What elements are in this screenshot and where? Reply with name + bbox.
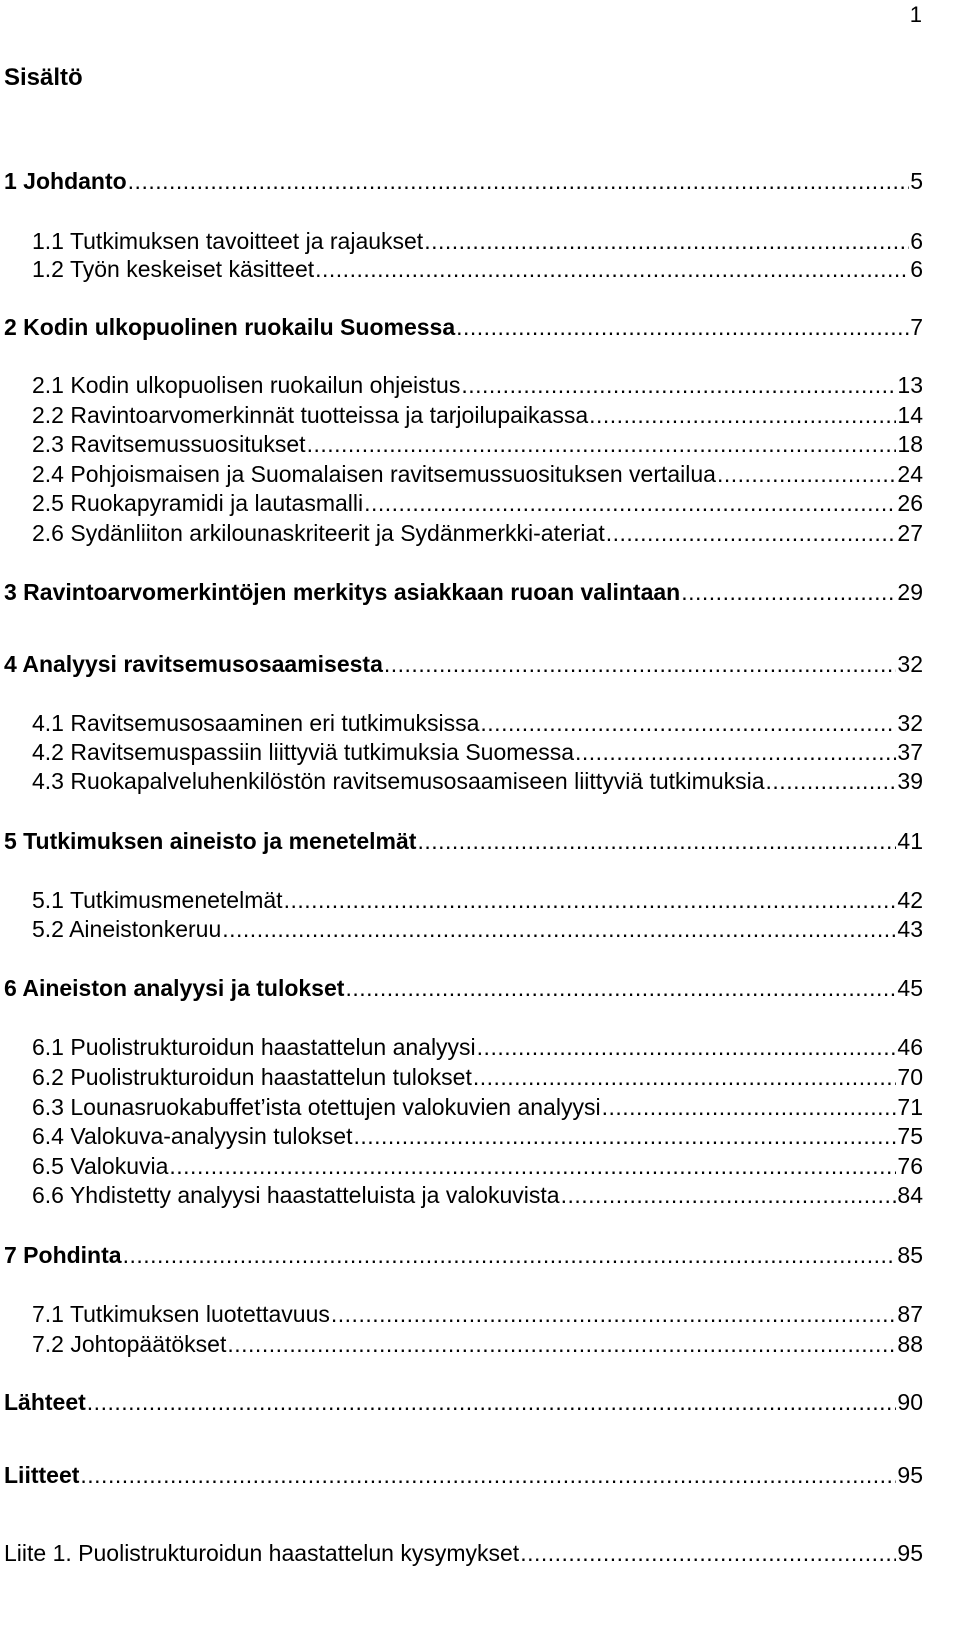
- toc-dot-leader: [480, 708, 896, 738]
- toc-entry-page: 6: [910, 256, 923, 282]
- toc-dot-leader: [589, 400, 896, 430]
- toc-entry[interactable]: [32, 429, 923, 459]
- toc-entry-title: 7 Pohdinta: [4, 1242, 122, 1268]
- toc-entry-page: 18: [897, 431, 923, 457]
- toc-entry-title: Liite 1. Puolistrukturoidun haastattelun kysymykset: [4, 1540, 520, 1566]
- toc-entry[interactable]: [32, 1032, 923, 1062]
- toc-dot-leader: [417, 826, 896, 856]
- toc-entry-title: 2.2 Ravintoarvomerkinnät tuotteissa ja tarjoilupaikassa: [32, 402, 589, 428]
- toc-entry[interactable]: [32, 708, 923, 738]
- toc-entry-page: 32: [897, 710, 923, 736]
- toc-entry[interactable]: [32, 370, 923, 400]
- toc-entry-page: 14: [897, 402, 923, 428]
- toc-entry-title: 1 Johdanto: [4, 168, 127, 194]
- toc-entry-title: 1.2 Työn keskeiset käsitteet: [32, 256, 315, 282]
- toc-dot-leader: [307, 429, 897, 459]
- toc-entry-page: 7: [910, 314, 923, 340]
- toc-entry-title: 2.4 Pohjoismaisen ja Suomalaisen ravitsemussuosituksen vertailua: [32, 461, 716, 487]
- page-number: 1: [909, 2, 922, 27]
- toc-entry[interactable]: [32, 914, 923, 944]
- toc-entry[interactable]: [32, 518, 923, 548]
- toc-entry-title: Lähteet: [4, 1389, 86, 1415]
- toc-dot-leader: [766, 766, 897, 796]
- toc-dot-leader: [222, 914, 896, 944]
- toc-entry[interactable]: [4, 826, 923, 856]
- toc-entry-page: 85: [897, 1242, 923, 1268]
- toc-entry[interactable]: [32, 488, 923, 518]
- toc-dot-leader: [520, 1538, 896, 1568]
- toc-dot-leader: [284, 885, 897, 915]
- toc-entry-title: 7.2 Johtopäätökset: [32, 1331, 227, 1357]
- toc-entry-page: 39: [897, 768, 923, 794]
- toc-entry[interactable]: [4, 649, 923, 679]
- toc-entry-page: 41: [897, 828, 923, 854]
- toc-entry-page: 42: [897, 887, 923, 913]
- toc-entry[interactable]: [4, 1240, 923, 1270]
- toc-entry-page: 32: [897, 651, 923, 677]
- toc-dot-leader: [473, 1062, 897, 1092]
- toc-entry[interactable]: [4, 1387, 923, 1417]
- toc-dot-leader: [384, 649, 897, 679]
- toc-dot-leader: [169, 1151, 896, 1181]
- toc-entry-title: 2.5 Ruokapyramidi ja lautasmalli: [32, 490, 364, 516]
- toc-dot-leader: [461, 370, 896, 400]
- toc-entry-page: 70: [897, 1064, 923, 1090]
- toc-entry-page: 84: [897, 1182, 923, 1208]
- toc-entry[interactable]: [32, 885, 923, 915]
- toc-entry[interactable]: [32, 226, 923, 256]
- toc-entry[interactable]: [32, 1299, 923, 1329]
- toc-dot-leader: [353, 1121, 896, 1151]
- toc-entry-title: 5.1 Tutkimusmenetelmät: [32, 887, 283, 913]
- toc-entry-title: 4.1 Ravitsemusosaaminen eri tutkimuksissa: [32, 710, 480, 736]
- toc-dot-leader: [80, 1460, 896, 1490]
- toc-entry-title: 6.4 Valokuva-analyysin tulokset: [32, 1123, 353, 1149]
- toc-entry[interactable]: [4, 166, 923, 196]
- toc-entry[interactable]: [32, 1151, 923, 1181]
- toc-entry-page: 75: [897, 1123, 923, 1149]
- toc-entry-title: 7.1 Tutkimuksen luotettavuus: [32, 1301, 330, 1327]
- toc-entry-page: 26: [897, 490, 923, 516]
- toc-entry[interactable]: [32, 1329, 923, 1359]
- toc-entry-title: 6.3 Lounasruokabuffet’ista otettujen valokuvien analyysi: [32, 1094, 601, 1120]
- toc-dot-leader: [345, 973, 896, 1003]
- toc-dot-leader: [424, 226, 909, 256]
- toc-entry[interactable]: [32, 766, 923, 796]
- toc-entry[interactable]: [32, 1062, 923, 1092]
- toc-dot-leader: [87, 1387, 897, 1417]
- toc-entry-page: 76: [897, 1153, 923, 1179]
- toc-entry-title: 1.1 Tutkimuksen tavoitteet ja rajaukset: [32, 228, 424, 254]
- toc-dot-leader: [315, 254, 909, 284]
- toc-entry-page: 37: [897, 739, 923, 765]
- toc-dot-leader: [456, 312, 909, 342]
- toc-entry-title: 6.2 Puolistrukturoidun haastattelun tulokset: [32, 1064, 472, 1090]
- toc-entry-page: 87: [897, 1301, 923, 1327]
- toc-entry-page: 6: [910, 228, 923, 254]
- toc-dot-leader: [575, 737, 896, 767]
- toc-dot-leader: [602, 1092, 897, 1122]
- toc-entry-title: 2.3 Ravitsemussuositukset: [32, 431, 306, 457]
- toc-entry-page: 71: [897, 1094, 923, 1120]
- toc-entry-page: 95: [897, 1540, 923, 1566]
- toc-dot-leader: [681, 577, 896, 607]
- toc-entry-page: 95: [897, 1462, 923, 1488]
- toc-dot-leader: [477, 1032, 897, 1062]
- toc-entry[interactable]: [32, 459, 923, 489]
- toc-entry-title: 6.6 Yhdistetty analyysi haastatteluista ja valokuvista: [32, 1182, 560, 1208]
- toc-entry-page: 13: [897, 372, 923, 398]
- toc-entry[interactable]: [32, 1180, 923, 1210]
- toc-entry-page: 24: [897, 461, 923, 487]
- toc-entry-title: 5.2 Aineistonkeruu: [32, 916, 222, 942]
- toc-entry-title: 4 Analyysi ravitsemusosaamisesta: [4, 651, 383, 677]
- toc-entry[interactable]: [32, 1121, 923, 1151]
- toc-entry-page: 29: [897, 579, 923, 605]
- toc-entry[interactable]: [32, 1092, 923, 1122]
- toc-entry-page: 43: [897, 916, 923, 942]
- toc-entry-page: 88: [897, 1331, 923, 1357]
- toc-entry[interactable]: [32, 254, 923, 284]
- toc-entry-title: 3 Ravintoarvomerkintöjen merkitys asiakkaan ruoan valintaan: [4, 579, 681, 605]
- toc-dot-leader: [123, 1240, 897, 1270]
- toc-entry[interactable]: [4, 1460, 923, 1490]
- toc-entry[interactable]: [32, 737, 923, 767]
- toc-dot-leader: [128, 166, 910, 196]
- toc-entry[interactable]: [32, 400, 923, 430]
- toc-entry-title: 2 Kodin ulkopuolinen ruokailu Suomessa: [4, 314, 456, 340]
- toc-entry-title: 5 Tutkimuksen aineisto ja menetelmät: [4, 828, 417, 854]
- toc-entry-title: 4.3 Ruokapalveluhenkilöstön ravitsemusosaamiseen liittyviä tutkimuksia: [32, 768, 765, 794]
- toc-entry-page: 90: [897, 1389, 923, 1415]
- toc-entry-title: 2.6 Sydänliiton arkilounaskriteerit ja Sydänmerkki-ateriat: [32, 520, 605, 546]
- toc-entry[interactable]: [4, 1538, 923, 1568]
- toc-heading: Sisältö: [4, 64, 83, 91]
- toc-entry-page: 46: [897, 1034, 923, 1060]
- toc-entry[interactable]: [4, 577, 923, 607]
- toc-entry-page: 5: [910, 168, 923, 194]
- toc-entry[interactable]: [4, 312, 923, 342]
- toc-dot-leader: [364, 488, 896, 518]
- toc-entry-title: 6.5 Valokuvia: [32, 1153, 169, 1179]
- toc-entry-title: 2.1 Kodin ulkopuolisen ruokailun ohjeistus: [32, 372, 461, 398]
- toc-dot-leader: [331, 1299, 897, 1329]
- toc-entry-page: 27: [897, 520, 923, 546]
- toc-dot-leader: [561, 1180, 897, 1210]
- toc-entry[interactable]: [4, 973, 923, 1003]
- toc-dot-leader: [227, 1329, 896, 1359]
- toc-entry-title: 4.2 Ravitsemuspassiin liittyviä tutkimuksia Suomessa: [32, 739, 574, 765]
- toc-entry-title: Liitteet: [4, 1462, 80, 1488]
- toc-dot-leader: [717, 459, 896, 489]
- toc-dot-leader: [606, 518, 897, 548]
- toc-entry-title: 6.1 Puolistrukturoidun haastattelun analyysi: [32, 1034, 476, 1060]
- toc-entry-title: 6 Aineiston analyysi ja tulokset: [4, 975, 345, 1001]
- toc-entry-page: 45: [897, 975, 923, 1001]
